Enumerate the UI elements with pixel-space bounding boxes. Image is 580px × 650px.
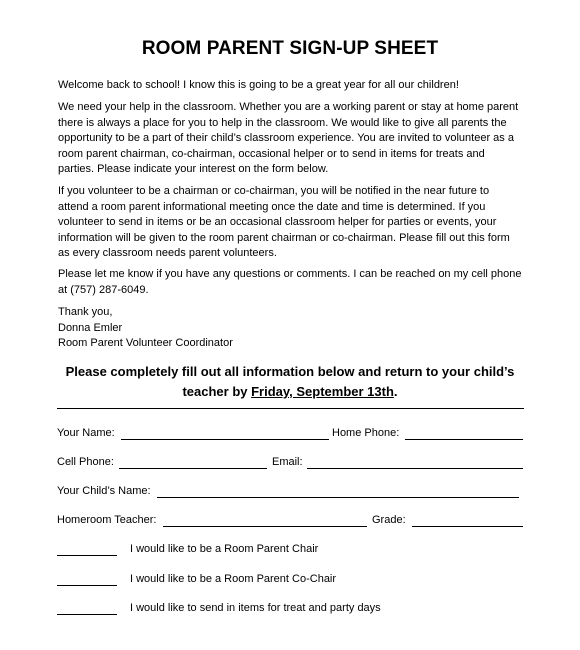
- grade-label: Grade:: [372, 514, 406, 526]
- deadline-date: Friday, September 13th: [251, 384, 394, 399]
- home-phone-label: Home Phone:: [332, 427, 400, 439]
- volunteer-paragraph: [58, 184, 528, 262]
- child-name-row: [57, 485, 525, 501]
- paragraph-line: If you volunteer to be a chairman or co-chairman, you will be notified in the near future to: [58, 185, 490, 197]
- homeroom-teacher-label: Homeroom Teacher:: [57, 514, 157, 526]
- child-name-label: Your Child’s Name:: [57, 485, 151, 497]
- paragraph-line: as every classroom needs parent volunteers.: [58, 247, 277, 259]
- section-divider: [57, 408, 524, 409]
- grade-field[interactable]: [412, 526, 523, 527]
- signer-title: Room Parent Volunteer Coordinator: [58, 337, 233, 349]
- help-paragraph: [58, 100, 528, 178]
- welcome-paragraph: [58, 78, 528, 94]
- option-checkline[interactable]: [57, 555, 117, 556]
- paragraph-line: Please let me know if you have any questions or comments. I can be reached on my cell phone: [58, 268, 522, 280]
- option-label: I would like to send in items for treat and party days: [130, 602, 381, 614]
- option-checkline[interactable]: [57, 614, 117, 615]
- signer-name: Donna Emler: [58, 321, 123, 334]
- paragraph-line: there is always a place for you to help in the classroom. We would like to give all parents the: [58, 116, 507, 129]
- your-name-field[interactable]: [121, 439, 329, 440]
- cell-phone-label: Cell Phone:: [57, 456, 114, 468]
- return-instruction: [0, 362, 580, 402]
- paragraph-line: attend a room parent informational meeting once the date and time is determined. If you: [58, 200, 486, 213]
- paragraph-line: volunteer to send in items or be an occasional classroom helper for parties or events, your: [58, 216, 497, 228]
- paragraph-line: information will be given to the room parent chairman or co-chairman. Please fill out this form: [58, 231, 510, 244]
- name-phone-row: [57, 427, 525, 443]
- option-send-items: [57, 602, 527, 618]
- paragraph-line: room parent chairman, co-chairman, occasional helper or to send in items for treats and: [58, 147, 485, 160]
- homeroom-teacher-field[interactable]: [163, 526, 367, 527]
- instruction-prefix: teacher by: [182, 384, 252, 399]
- paragraph-line: parties. Please indicate your interest on the form below.: [58, 163, 329, 175]
- option-label: I would like to be a Room Parent Chair: [130, 543, 319, 555]
- email-field[interactable]: [307, 468, 523, 469]
- signature-block: [58, 305, 528, 352]
- paragraph-line: at (757) 287-6049.: [58, 283, 149, 296]
- cell-email-row: [57, 456, 525, 472]
- paragraph-line: opportunity to be a part of their child’s classroom experience. You are invited to volunteer as a: [58, 132, 514, 144]
- email-label: Email:: [272, 456, 303, 468]
- paragraph-line: We need your help in the classroom. Whether you are a working parent or stay at home parent: [58, 101, 519, 113]
- cell-phone-field[interactable]: [119, 468, 267, 469]
- home-phone-field[interactable]: [405, 439, 523, 440]
- closing-line: Thank you,: [58, 306, 113, 318]
- option-checkline[interactable]: [57, 585, 117, 586]
- instruction-suffix: .: [393, 384, 398, 399]
- your-name-label: Your Name:: [57, 427, 115, 439]
- contact-paragraph: [58, 267, 528, 298]
- option-room-parent-co-chair: [57, 573, 527, 589]
- option-room-parent-chair: [57, 543, 527, 559]
- document-title: ROOM PARENT SIGN-UP SHEET: [141, 38, 439, 59]
- teacher-grade-row: [57, 514, 525, 530]
- option-label: I would like to be a Room Parent Co-Chair: [130, 573, 337, 585]
- instruction-line-2: [0, 382, 580, 402]
- paragraph-line: Welcome back to school! I know this is going to be a great year for all our children!: [58, 79, 459, 91]
- instruction-line-1: Please completely fill out all information below and return to your child’s: [65, 364, 515, 379]
- child-name-field[interactable]: [157, 497, 519, 498]
